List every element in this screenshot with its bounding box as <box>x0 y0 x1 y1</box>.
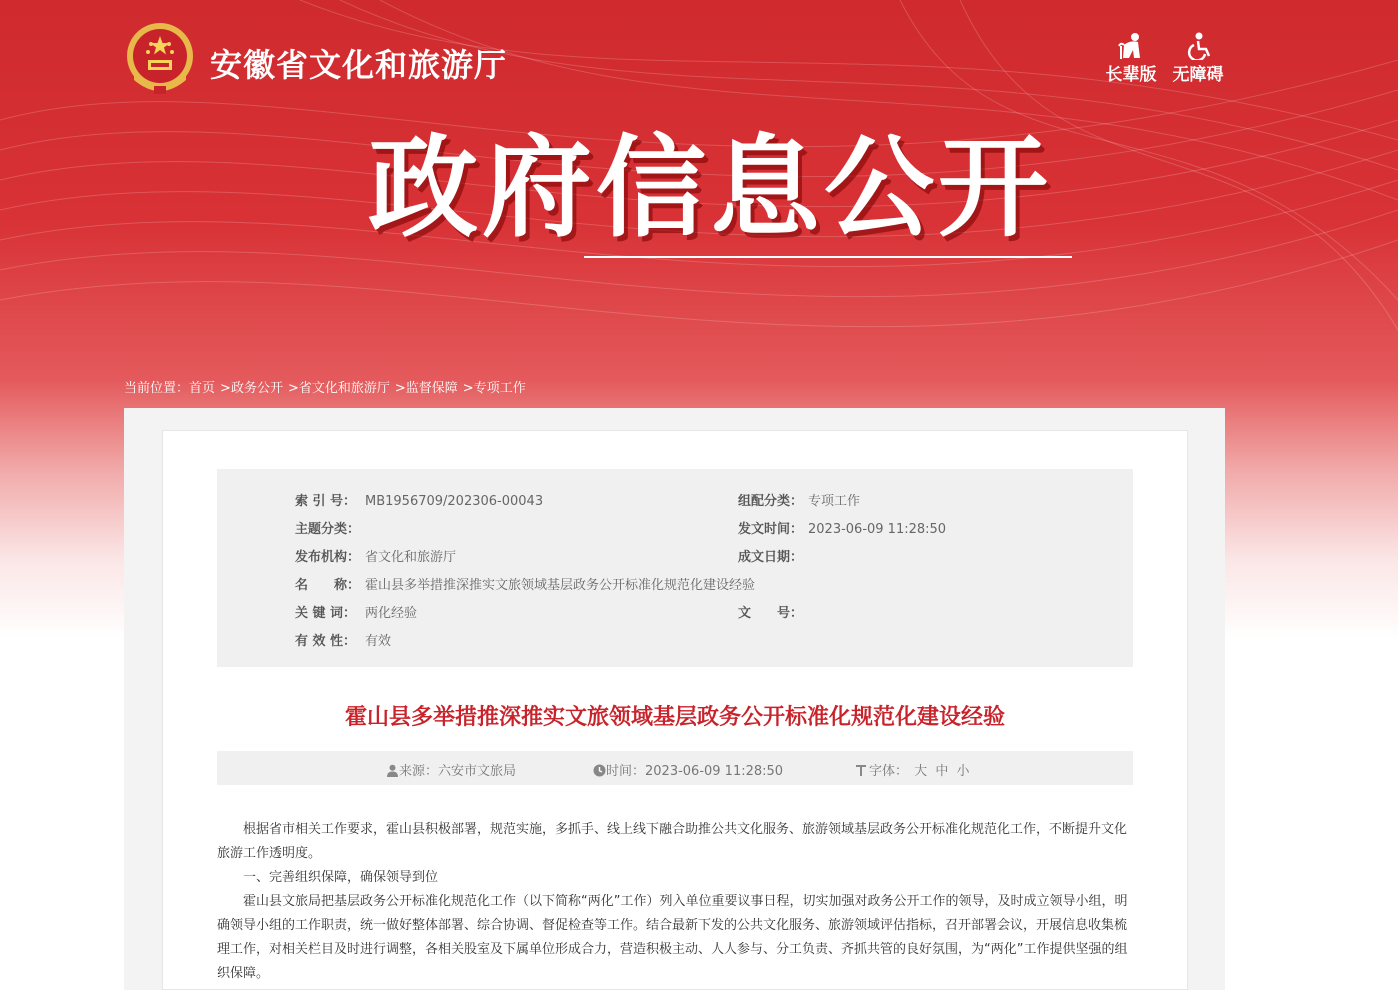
meta-value: 霍山县多举措推深推实文旅领域基层政务公开标准化规范化建设经验 <box>365 578 756 593</box>
clock-icon <box>593 764 606 777</box>
meta-group <box>738 490 860 509</box>
meta-value: 两化经验 <box>365 606 418 621</box>
breadcrumb-item-gov-affairs[interactable]: 政务公开 <box>230 381 283 396</box>
article-paragraph: 霍山县文旅局把基层政务公开标准化规范化工作（以下简称“两化”工作）列入单位重要议事日程，切实加强对政务公开工作的领导，及时成立领导小组，明确领导小组的工作职责，统一做好整体部署、综合协调、督促检查等工作。结合最新下发的公共文化服务、旅游领域评估指标，召开部署会议，开展信息收集梳理工作，对相关栏目及时进行调整，各相关股室及下属单位形成合力，营造积极主动、人人参与、分工负责、齐抓共管的良好氛围，为“两化”工作提供坚强的组织保障。 <box>217 894 1128 981</box>
meta-org <box>295 546 456 565</box>
font-size-control <box>855 760 971 779</box>
breadcrumb-item-home[interactable]: 首页 <box>189 381 216 396</box>
banner-title: 政府信息公开 <box>368 124 1052 252</box>
breadcrumb-separator: > <box>394 381 406 396</box>
meta-value: 2023-06-09 11:28:50 <box>808 522 947 537</box>
meta-value: 省文化和旅游厅 <box>365 550 457 565</box>
meta-validity <box>295 630 391 649</box>
meta-label: 发文时间： <box>738 522 804 537</box>
meta-index <box>295 490 543 509</box>
meta-keywords <box>295 602 417 621</box>
document-metadata <box>217 469 1133 667</box>
breadcrumb-item-department[interactable]: 省文化和旅游厅 <box>298 381 390 396</box>
font-size-label: 字体： <box>869 764 909 779</box>
article-body <box>217 818 1133 986</box>
meta-label: 主题分类： <box>295 522 361 537</box>
article-source-text: 来源：六安市文旅局 <box>399 764 517 779</box>
national-emblem-icon[interactable] <box>124 20 196 98</box>
meta-label: 名 称： <box>295 578 361 593</box>
article-section-heading: 一、完善组织保障，确保领导到位 <box>243 870 439 885</box>
meta-date <box>738 518 946 537</box>
meta-label: 成文日期： <box>738 550 804 565</box>
article-title: 霍山县多举措推深推实文旅领域基层政务公开标准化规范化建设经验 <box>344 705 1005 730</box>
meta-value: 有效 <box>365 634 392 649</box>
meta-made-date <box>738 546 808 565</box>
meta-label: 发布机构： <box>295 550 361 565</box>
breadcrumb <box>124 377 526 396</box>
wheelchair-icon <box>1168 32 1228 60</box>
breadcrumb-prefix: 当前位置： <box>124 381 190 396</box>
article-time-text: 时间：2023-06-09 11:28:50 <box>606 764 784 779</box>
article-paragraph: 根据省市相关工作要求，霍山县积极部署，规范实施，多抓手、线上线下融合助推公共文化服务、旅游领域基层政务公开标准化规范化工作，不断提升文化旅游工作透明度。 <box>217 822 1128 861</box>
elder-mode-button[interactable] <box>1102 32 1160 85</box>
meta-label: 文 号： <box>738 606 804 621</box>
meta-topic <box>295 518 365 537</box>
meta-value: 专项工作 <box>808 494 861 509</box>
accessibility-button[interactable] <box>1168 32 1228 85</box>
elder-mode-label: 长辈版 <box>1105 65 1157 85</box>
font-size-medium[interactable]: 中 <box>935 764 949 779</box>
meta-value: MB1956709/202306-00043 <box>365 494 544 509</box>
text-size-icon <box>855 764 867 777</box>
meta-name <box>295 574 755 593</box>
site-name[interactable]: 安徽省文化和旅游厅 <box>210 46 508 84</box>
elder-icon <box>1102 32 1160 60</box>
breadcrumb-separator: > <box>287 381 299 396</box>
breadcrumb-item-special-work[interactable]: 专项工作 <box>473 381 526 396</box>
accessibility-label: 无障碍 <box>1172 65 1224 85</box>
banner-underline <box>584 256 1072 258</box>
meta-label: 组配分类： <box>738 494 804 509</box>
meta-label: 关 键 词： <box>295 606 357 621</box>
article-time <box>593 760 783 779</box>
font-size-small[interactable]: 小 <box>956 764 970 779</box>
user-icon <box>386 764 399 777</box>
meta-doc-number <box>738 602 808 621</box>
article-source <box>386 760 516 779</box>
breadcrumb-item-supervision[interactable]: 监督保障 <box>405 381 458 396</box>
font-size-large[interactable]: 大 <box>914 764 928 779</box>
breadcrumb-separator: > <box>462 381 474 396</box>
meta-label: 有 效 性： <box>295 634 357 649</box>
article-info-bar <box>217 751 1133 785</box>
breadcrumb-separator: > <box>220 381 231 396</box>
meta-label: 索 引 号： <box>295 494 357 509</box>
